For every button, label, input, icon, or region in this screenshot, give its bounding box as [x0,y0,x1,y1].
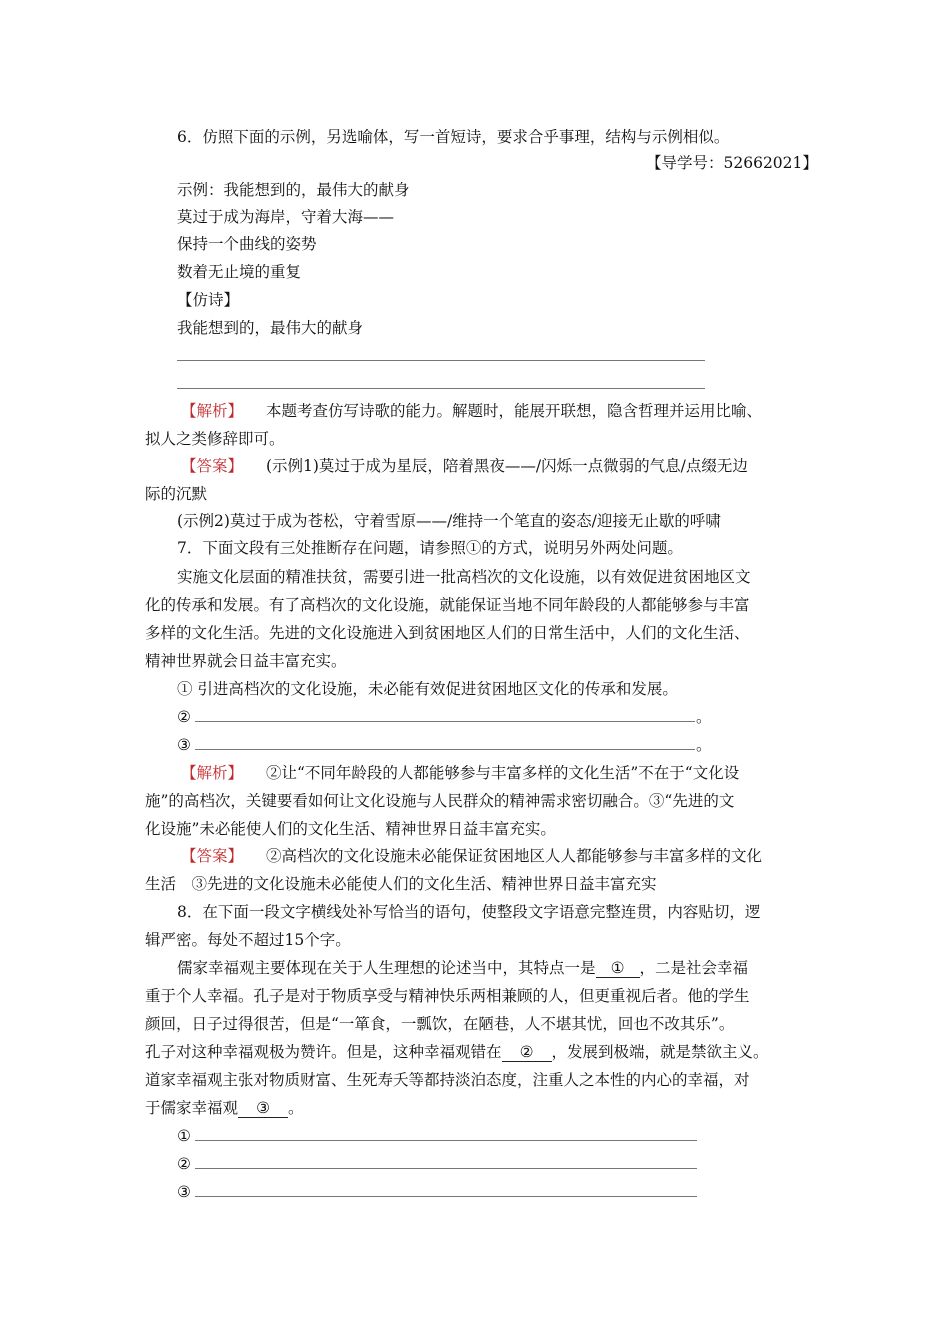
example-line-4: 数着无止境的重复 [177,263,302,281]
q8-passage-line-3: 颜回，日子过得很苦，但是“一箪食，一瓢饮，在陋巷，人不堪其忧，回也不改其乐”。 [145,1015,735,1033]
passage-text: 孔子对这种幸福观极为赞许。但是，这种幸福观错在 [145,1043,502,1061]
q8-answer-2-line[interactable] [195,1168,697,1169]
question-8-stem: 8．在下面一段文字横线处补写恰当的语句，使整段文字语意完整连贯，内容贴切，逻 [177,903,761,921]
guide-number: 【导学号：52662021】 [646,154,818,172]
q8-answer-3-number: ③ [177,1183,191,1201]
analysis-text: ②让“不同年龄段的人都能够参与丰富多样的文化生活”不在于“文化设 [265,764,740,782]
q8-passage-line-2: 重于个人幸福。孔子是对于物质享受与精神快乐两相兼顾的人，但更重视后者。他的学生 [145,987,750,1005]
answer-text-cont: 生活 ③先进的文化设施未必能使人们的文化生活、精神世界日益丰富充实 [145,875,657,893]
q6-answer [181,456,748,476]
q7-item-2-period: 。 [696,708,712,726]
q6-analysis [181,401,762,421]
blank-1[interactable]: ① [596,959,640,978]
analysis-text-cont: 拟人之类修辞即可。 [145,430,285,448]
q8-passage-line-5: 道家幸福观主张对物质财富、生死寿夭等都持淡泊态度，注重人之本性的内心的幸福，对 [145,1071,750,1089]
blank-3[interactable]: ③ [238,1099,288,1118]
passage-text: 。 [288,1099,304,1117]
example-line-3: 保持一个曲线的姿势 [177,235,317,253]
q8-answer-1-number: ① [177,1127,191,1145]
q7-item-1: ① 引进高档次的文化设施，未必能有效促进贫困地区文化的传承和发展。 [177,680,678,698]
q7-answer [181,846,762,866]
q8-answer-3-line[interactable] [195,1196,697,1197]
q7-item-2-blank[interactable] [195,721,695,722]
q8-passage-line-1 [177,958,748,978]
item-3-number: ③ [177,736,191,754]
q8-answer-1-line[interactable] [195,1140,697,1141]
q7-analysis [181,763,739,783]
analysis-tag: 【解析】 [181,764,244,782]
passage-text: ，二是社会幸福 [639,959,749,977]
q8-answer-2-number: ② [177,1155,191,1173]
imitate-heading: 【仿诗】 [177,291,240,309]
q8-passage-line-4 [145,1042,769,1062]
answer-text-cont: 际的沉默 [145,485,208,503]
analysis-text-cont-1: 施”的高档次，关键要看如何让文化设施与人民群众的精神需求密切融合。③“先进的文 [145,792,735,810]
answer-line-1[interactable] [177,360,705,361]
question-8-stem-cont: 辑严密。每处不超过15个字。 [145,931,351,949]
q7-item-3-blank[interactable] [195,749,695,750]
answer-tag: 【答案】 [181,847,244,865]
analysis-text-cont-2: 化设施”未必能使人们的文化生活、精神世界日益丰富充实。 [145,820,556,838]
passage-line-1: 实施文化层面的精准扶贫，需要引进一批高档次的文化设施，以有效促进贫困地区文 [177,568,751,586]
example-line-2: 莫过于成为海岸，守着大海—— [177,208,395,226]
imitate-first-line: 我能想到的，最伟大的献身 [177,319,364,337]
passage-text: ，发展到极端，就是禁欲主义。 [551,1043,769,1061]
item-2-number: ② [177,708,191,726]
analysis-tag: 【解析】 [181,402,244,420]
example-line-1: 示例：我能想到的，最伟大的献身 [177,181,410,199]
passage-line-4: 精神世界就会日益丰富充实。 [145,652,347,670]
answer-text: ②高档次的文化设施未必能保证贫困地区人人都能够参与丰富多样的文化 [265,847,762,865]
answer-tag: 【答案】 [181,457,244,475]
answer-text: (示例1)莫过于成为星辰，陪着黑夜——/闪烁一点微弱的气息/点缀无边 [265,457,748,475]
question-6-stem: 6．仿照下面的示例，另选喻体，写一首短诗，要求合乎事理，结构与示例相似。 [177,128,730,146]
blank-2[interactable]: ② [502,1043,552,1062]
passage-line-2: 化的传承和发展。有了高档次的文化设施，就能保证当地不同年龄段的人都能够参与丰富 [145,596,750,614]
passage-line-3: 多样的文化生活。先进的文化设施进入到贫困地区人们的日常生活中，人们的文化生活、 [145,624,750,642]
q8-passage-line-6 [145,1098,304,1118]
answer-example-2: (示例2)莫过于成为苍松，守着雪原——/维持一个笔直的姿态/迎接无止歇的呼啸 [177,512,721,530]
passage-text: 儒家幸福观主要体现在关于人生理想的论述当中，其特点一是 [177,959,596,977]
q7-item-3-period: 。 [696,736,712,754]
analysis-text: 本题考查仿写诗歌的能力。解题时，能展开联想，隐含哲理并运用比喻、 [265,402,762,420]
q7-item-3 [177,735,191,755]
question-7-stem: 7．下面文段有三处推断存在问题，请参照①的方式，说明另外两处问题。 [177,539,683,557]
q7-item-2 [177,707,191,727]
answer-line-2[interactable] [177,388,705,389]
passage-text: 于儒家幸福观 [145,1099,239,1117]
